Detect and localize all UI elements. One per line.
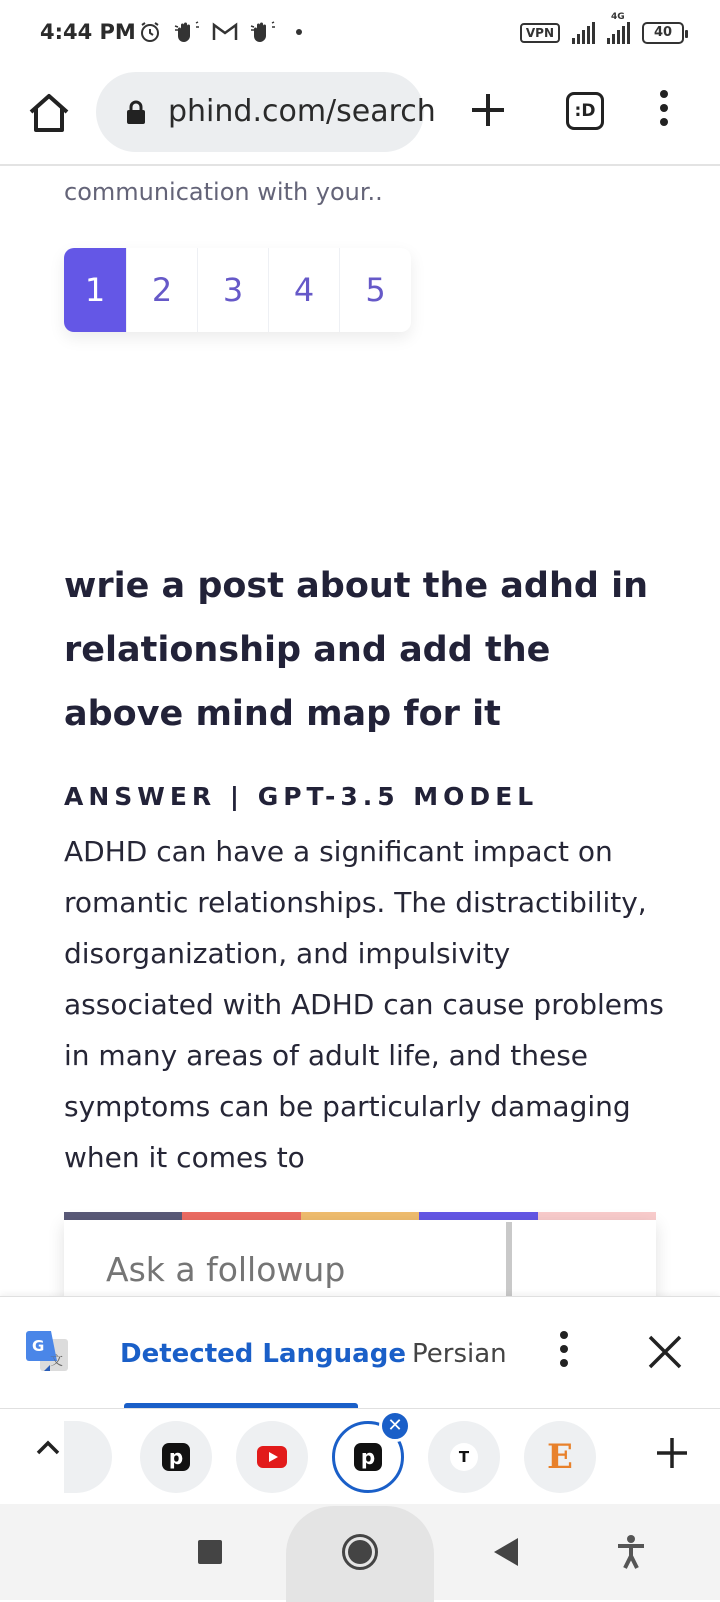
tab-switcher-button[interactable]: :D <box>566 92 604 130</box>
signal-icon <box>572 22 595 44</box>
tab-youtube[interactable] <box>236 1421 308 1493</box>
tab-phind-current[interactable] <box>332 1415 404 1493</box>
tab-strip <box>0 1408 720 1504</box>
youtube-favicon-icon <box>257 1446 287 1468</box>
tab-phind[interactable] <box>140 1421 212 1493</box>
close-icon[interactable] <box>646 1333 684 1371</box>
new-tab-plus-icon[interactable] <box>468 90 508 130</box>
url-text[interactable]: phind.com/search <box>168 94 436 129</box>
home-circle-icon[interactable] <box>342 1534 378 1570</box>
status-time: 4:44 PM <box>40 20 136 44</box>
accent-segment <box>301 1212 419 1220</box>
gmail-icon <box>212 22 238 42</box>
svg-text:文: 文 <box>50 1354 64 1369</box>
system-nav-bar <box>0 1504 720 1600</box>
tab-persian[interactable]: Persian <box>412 1339 507 1369</box>
phind-favicon-icon: p <box>354 1443 382 1471</box>
accessibility-icon[interactable] <box>616 1534 646 1570</box>
question-heading: wrie a post about the adhd in relationship and add the above mind map for it <box>64 566 649 734</box>
accent-segment <box>182 1212 300 1220</box>
followup-input[interactable] <box>106 1250 486 1289</box>
address-bar[interactable] <box>96 72 436 152</box>
answer-text: ADHD can have a significant impact on romantic relationships. The distractibility, disorganization, and impulsivity associated with ADHD can cause problems in many areas of adult life, and these symptoms can be particularly damaging when it comes to <box>64 835 664 1174</box>
more-notifications-dot <box>296 29 302 35</box>
tab-t-site[interactable] <box>428 1421 500 1493</box>
tab-detected-language[interactable]: Detected Language <box>120 1339 406 1369</box>
result-snippet: communication with your.. <box>64 178 383 206</box>
accent-segment <box>419 1212 537 1220</box>
pagination <box>64 248 411 332</box>
status-notification-icons <box>138 20 302 44</box>
status-system-icons <box>520 12 684 44</box>
menu-icon[interactable] <box>650 90 678 130</box>
chevron-up-icon[interactable] <box>34 1435 62 1463</box>
page-button-1[interactable]: 1 <box>64 248 127 332</box>
hand-wave-icon <box>174 20 200 44</box>
tab-close-icon[interactable]: ✕ <box>379 1410 411 1442</box>
page-button-4[interactable]: 4 <box>269 248 340 332</box>
page-button-3[interactable]: 3 <box>198 248 269 332</box>
accent-segment <box>538 1212 656 1220</box>
followup-accent-bar <box>64 1212 656 1220</box>
plus-icon[interactable] <box>654 1435 690 1471</box>
recents-square-icon[interactable] <box>198 1540 222 1564</box>
e-favicon-icon: E <box>547 1437 573 1477</box>
page-button-2[interactable]: 2 <box>127 248 198 332</box>
status-bar <box>0 0 720 68</box>
accent-segment <box>64 1212 182 1220</box>
translate-bar <box>0 1296 720 1408</box>
tab-partial[interactable] <box>64 1421 112 1493</box>
back-triangle-icon[interactable] <box>494 1538 518 1566</box>
page-button-5[interactable]: 5 <box>365 271 386 309</box>
tab-e-site[interactable] <box>524 1421 596 1493</box>
network-4g-icon <box>607 12 630 44</box>
svg-text:G: G <box>32 1337 45 1355</box>
vpn-badge: VPN <box>520 23 560 43</box>
phind-favicon-icon: p <box>162 1443 190 1471</box>
lock-icon <box>126 100 146 124</box>
hand-wave-icon <box>250 20 276 44</box>
translate-options-icon[interactable] <box>556 1331 572 1375</box>
t-favicon-icon: T <box>450 1443 478 1471</box>
answer-label: ANSWER | GPT-3.5 MODEL <box>64 782 539 811</box>
google-translate-icon[interactable] <box>26 1331 70 1375</box>
browser-toolbar <box>0 68 720 166</box>
battery-icon: 40 <box>642 22 684 44</box>
network-type-label: 4G <box>611 12 625 22</box>
home-icon[interactable] <box>26 90 72 136</box>
alarm-icon <box>138 20 162 44</box>
